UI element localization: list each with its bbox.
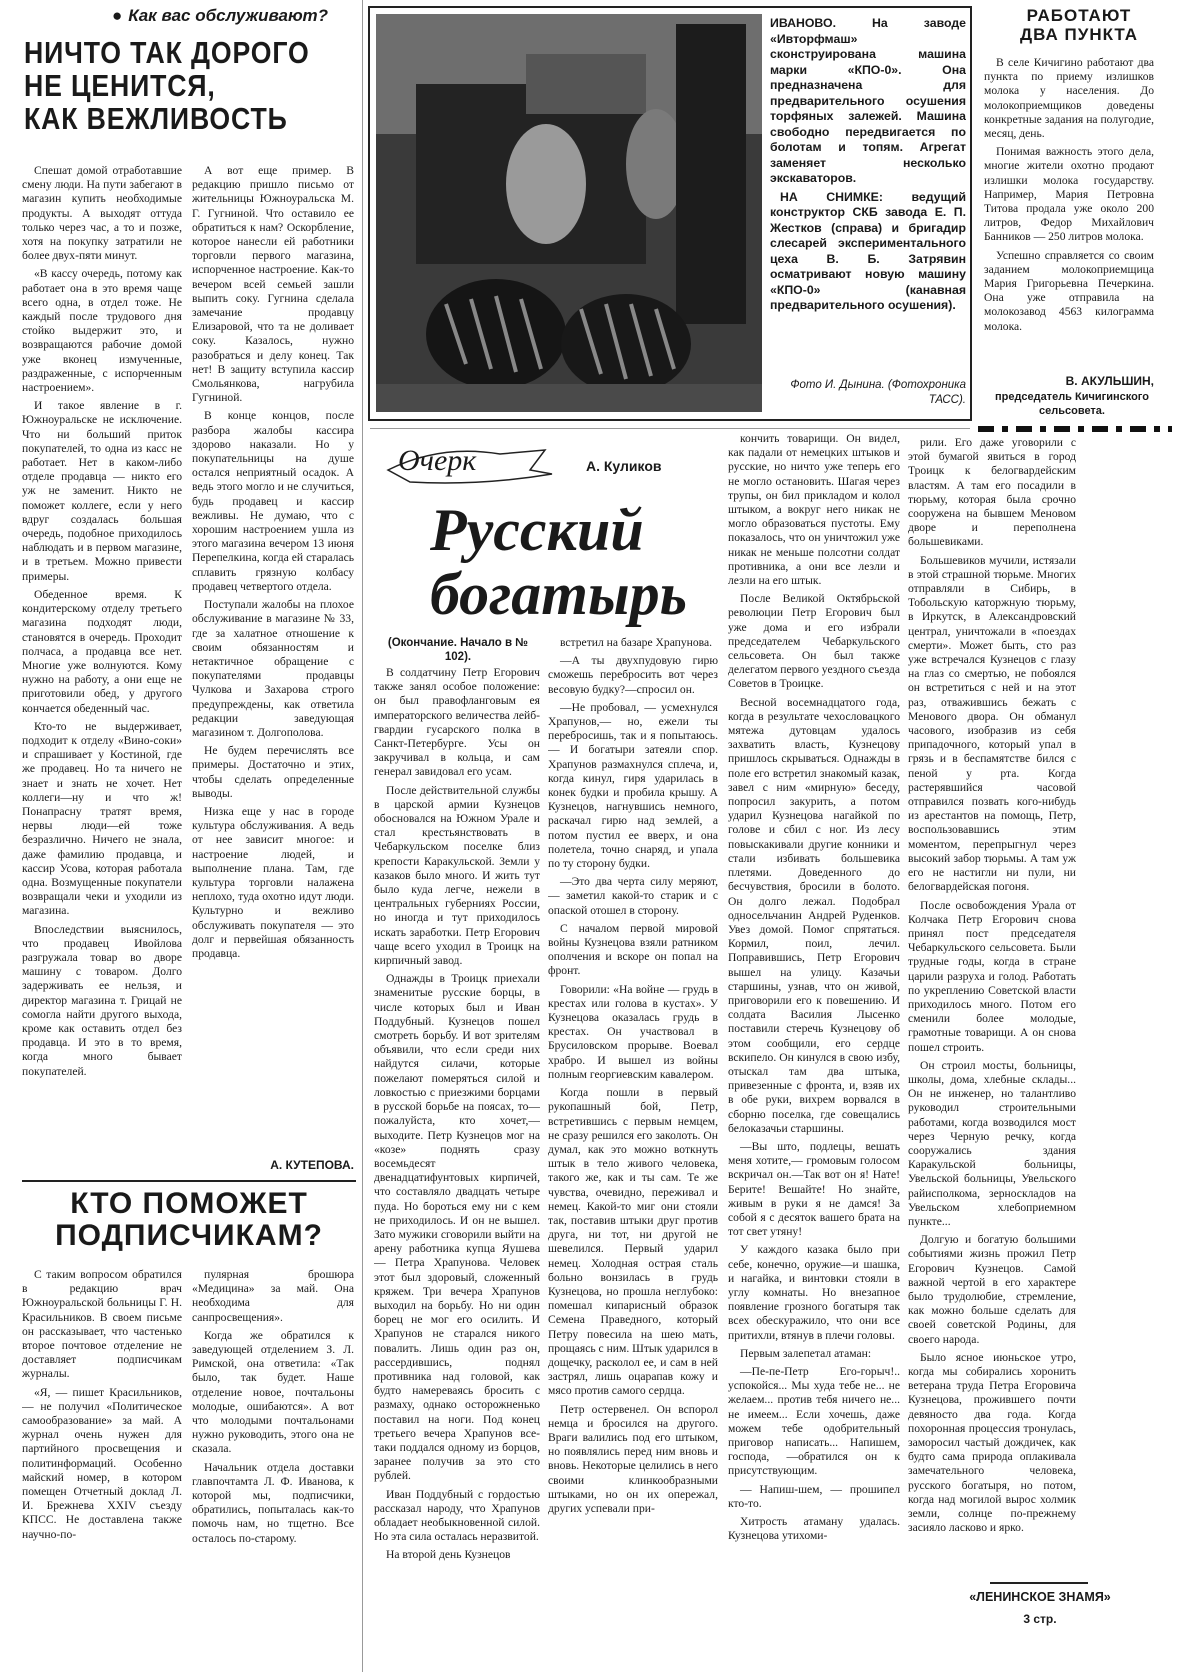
column-rule [362,0,363,1672]
headline-politeness: НИЧТО ТАК ДОРОГО НЕ ЦЕНИТСЯ, КАК ВЕЖЛИВОСТЬ [24,36,310,136]
paragraph: Низка еще у нас в городе культура обслуживания. А ведь от нее зависит многое: и настроение людей, и выполнение плана. Там, где культура торговли налажена неплохо, туда охотно идут люди. Культурно и вежливо обслуживать покупателя — это долг и первейшая обязанность продавца. [192,804,354,960]
article3-body [984,56,1154,374]
caption-text: НА СНИМКЕ: ведущий конструктор СКБ завода Е. П. Жестков (справа) и бригадир слесарей экспериментального цеха В. Б. Затрявин осматривают новую машину «КПО-0» (канавная предварительного осушения). [770,189,966,312]
caption-text: ИВАНОВО. На заводе «Ивторфмаш» сконструирована машина марки «КПО-0». Она предназначена для предварительного осушения торфяных залежей. Машина свободно передвигается по болотам и топям. Агрегат заменяет несколько экскаваторов. [770,16,966,185]
article2-col1 [22,1268,182,1668]
paragraph: —А ты двухпудовую гирю сможешь перебросить вот через весовую будку?—спросил он. [548,654,718,696]
paragraph: А вот еще пример. В редакцию пришло письмо от жительницы Южноуральска М. Г. Гугниной. Что оставило ее обратиться к нам? Оскорбление, которое нанесли ей работники торговли первого магазина, испорченное настроение. Как-то вечером всей семьей зашли выпить соку. Гугнина сделала замечание продавцу Елизаровой, что та не доливает соку. Казалось, нужно разобраться и делу конец. Так нет! В защиту вступила кассир Смольянкова, нагрубила Гугниной. [192,164,354,405]
article2-col2 [192,1268,354,1668]
paragraph: У каждого казака было при себе, конечно, оружие—и шашка, и нагайка, и винтовки стояли в углу комнаты. Но внезапное появление грозного богатыря так всех обескуражило, что они все притихли, втянув в плечи головы. [728,1243,900,1342]
paragraph: В конце концов, после разбора жалобы кассира здорово наказали. Но у покупательницы на душе остался неприятный осадок. А ведь этого могло и не случиться, будь продавец и кассир вежливы. Не думаю, что с хорошим настроением ушла из этого магазина вечером 13 июня Перепелкина, когда ей старалась сплавить грязную колбасу продавец четвертого отдела. [192,409,354,593]
rubric-text: Как вас обслуживают? [128,6,328,25]
divider [22,1180,356,1182]
source-newspaper: «ЛЕНИНСКОЕ ЗНАМЯ» [969,1590,1111,1604]
paragraph: рили. Его даже уговорили с этой бумагой явиться в город Троицк к белогвардейским властям. А там его посадили в тюрьму, которая была срочно сооружена на бывшем Меновом дворе и переполнена большевиками. [908,436,1076,549]
paragraph: После Великой Октябрьской революции Петр Егорович был уже дома и его избрали председателем Чебаркульского сельсовета. Он был также делегатом первого уездного съезда Советов в Троицке. [728,592,900,691]
paragraph: Иван Поддубный с гордостью рассказал народу, что Храпунов обладает необыкновенной силой. Но эта сила осталась неразвитой. [374,1487,540,1544]
paragraph: Первым залепетал атаман: [740,1346,872,1360]
paragraph: Не будем перечислять все примеры. Достаточно и этих, чтобы сделать определенные выводы. [192,744,354,800]
paragraph: Однажды в Троицк приехали знаменитые русские борцы, в числе которых был и Иван Поддубный. Кузнецов пошел смотреть борьбу. И вот зрителям объявили, что если среди них найдутся силачи, которые пожелают померяться силой и ловкостью с приезжими борцами в русской борьбе на поясах, то—пожалуйста, кто хочет,—выходите. Петр Кузнецов мог на «козе» поднять сразу восемьдесят двенадцатифунтовых кирпичей, что составляло двадцать четыре пуда. Но бороться ему ни с кем не приходилось. И он не вышел. Зато мужики сговорили выйти на арену работника купца Яушева — Петра Храпунова. Человек этот был здоровый, сложенный кряжем. Три вечера Храпунов выходил на борьбу. Но ни один борец не мог его осилить. И Храпунов не старался никого повалить. Лишь один раз он, рассердившись, поднял противника над головой, как будто намереваясь бросить с размаху, однако осторожненько поставил на ноги. Под конец третьего вечера Храпунов все-таки поддался одному из борцов, заранее получив за это сто рублей. [374,972,540,1483]
author: А. Куликов [586,458,662,474]
paragraph: Начальник отдела доставки главпочтамта Л. Ф. Иванова, к которой мы, подписчики, обратились, попыталась как-то помочь нам, но тщетно. Все осталось по-старому. [192,1460,354,1545]
paragraph: В солдатчину Петр Егорович также занял особое положение: он был правофланговым ея императорского величества лейб-гвардии гусарского полка в Санкт-Петербурге. Усы он закручивал в кольца, и сам генерал завидовал его усам. [374,666,540,779]
article4-col3 [728,432,900,1666]
paragraph: Хитрость атаману удалась. Кузнецова утихоми- [728,1515,900,1543]
paragraph: В селе Кичигино работают два пункта по приему излишков молока у населения. До молокоприемщиков доведены конкретные задания на полугодие, месяц, день. [984,56,1154,141]
ocherk-rubric [380,440,560,488]
bullet-icon: ● [112,6,123,25]
rubric [112,6,392,28]
article4-col1 [374,666,540,1666]
paragraph: Большевиков мучили, истязали в этой страшной тюрьме. Многих отправляли в Сибирь, в Тобольскую каторжную тюрьму, в Иркутск, в Александровский централ, уничтожали в «поездах смерти». Может быть, сто раз уже встречался Кузнецов с глазу на глаз со смертью, не побоялся он встретиться с ней и на этот раз, отважившись бежать с Менового двора. Он обманул часового, изобразив из себя припадочного, который упал в грязь и в беспамятстве бился с пеной у рта. Когда растерявшийся часовой отправился позвать кого-нибудь из арестантов на помощь, Петр, воспользовавшись этим моментом, перепрыгнул через высокий забор тюрьмы. А там уж его не настигли ни пули, ни белогвардейская погоня. [908,553,1076,894]
article1-col2 [192,164,354,1154]
paragraph: — Напиш-шем, — прошипел кто-то. [728,1482,900,1510]
paragraph: И такое явление в г. Южноуральске не исключение. Что ни больший приток покупателей, то одна из касс не работает. Нет в каком-либо отделе продавца — никто его уж не заменит. Никто не поможет коллеге, если у него вдруг создалась большая очередь, подобное приходилось наблюдать и в первом магазине, и в третьем. Можно привести примеры. [22,399,182,583]
paragraph: Долгую и богатую большими событиями жизнь прожил Петр Егорович Кузнецов. Самой важной чертой в его характере было трудолюбие, стремление, как можно больше сделать для своей советской Родины, для своего народа. [908,1233,1076,1346]
paragraph: С началом первой мировой войны Кузнецова взяли ратником ополчения и вскоре он попал на фронт. [548,921,718,978]
headline-two-points: РАБОТАЮТ ДВА ПУНКТА [1019,6,1138,44]
divider [990,1582,1088,1584]
paragraph: С таким вопросом обратился в редакцию врач Южноуральской больницы Г. Н. Красильников. В своем письме он рассказывает, что частенько второе почтовое отделение не доставляет подписчикам журналы. [22,1268,182,1381]
paragraph: Поступали жалобы на плохое обслуживание в магазине № 33, где за халатное отношение к своим обязанностям и нетактичное обращение с покупателями продавцы Чулкова и Захарова строго предупреждены, как ответила редакции заведующая магазином т. Долгополова. [192,598,354,739]
article3-signature: В. АКУЛЬШИН, [1065,374,1154,388]
photo-credit: Фото И. Дынина. (Фотохроника ТАСС). [790,379,966,406]
article3-signature-title: председатель Кичигинского сельсовета. [995,391,1149,417]
paragraph: «В кассу очередь, потому как работает она в это время чаще всего одна, в отдел тоже. Не каждый после трудового дня стойко выдержит это, и возвращаются рабочие домой уже вконец измученные, раздраженные, с испорченным настроением». [22,267,182,395]
paragraph: Впоследствии выяснилось, что продавец Ивойлова разгружала товар во дворе машину с товаром. Долго задерживать ее нельзя, и директор магазина т. Грицай не сомогла найти другого выхода, кроме как оставить отдел без продавца. И это в то время, когда много бывает покупателей. [22,922,182,1078]
paragraph: «Я, — пишет Красильников, — не получил «Политическое самообразование» за май. А журнал очень нужен для партийного просвещения и политинформаций. Особенно майский номер, в котором помещен Отчетный доклад Л. И. Брежнева XXIV съезду КПСС. Не доставлена также научно-по- [22,1385,182,1541]
paragraph: —Не пробовал, — усмехнулся Храпунов,— но, ежели ты перебросишь, так и я попытаюсь. — И богатыри затеяли спор. Храпунов размахнулся сплеча, и, когда кинул, гиря ударилась в конек будки и пробила крышу. А Кузнецов, нагнувшись немного, раскачал гирю над землей, а потом пустил ее вверх, и она полетела, точно снаряд, и упала по ту сторону будки. [548,700,718,871]
paragraph: Он строил мосты, больницы, школы, дома, хлебные склады... Он не инженер, но талантливо руководил строительными работами, когда возводился мост через Черную речку, когда сооружались здания Каракульской больницы, Увельской больницы, Увельского райисполкома, зерноскладов на Увельском хлебоприемном пункте... [908,1058,1076,1228]
paragraph: Весной восемнадцатого года, когда в результате чехословацкого мятежа дутовцам удалось захватить власть, Кузнецову пришлось скрываться. Однажды в поле его встретил знакомый казак, завел с ним «мирную» беседу, попросил закурить, а потом ударил Кузнецова нагайкой по голове и сбил с ног. Из лесу повыскакивали другие конники и стали избивать большевика плетями. Доведенного до бесчувствия, бросили в болото. Он долго лежал. Подобрал односельчанин Андрей Руденков. Увез домой. Помог спрятаться. Кормил, поил, лечил. Поправившись, Петр Егорович вышел на улицу. Казачьи старшины, узнав, что он живой, приговорили его к повешению. И солдата Василия Лысенко поставили стеречь Кузнецову об этом сообщили, его сердце вскипело. Он кинулся в свою избу, отыскал там два штыка, привезенные с фронта, и, взяв их в обе руки, вихрем ворвался в сборню поселка, где совещались белоказачьи старшины. [728,695,900,1135]
paragraph: После освобождения Урала от Колчака Петр Егорович снова принял пост председателя Чебаркульского сельсовета. Были трудные годы, когда в стране царили разруха и голод. Работать по укреплению Советской власти приходилось много. Потом его сменили более молодые, грамотные товарищи. А он снова пошел строить. [908,898,1076,1054]
paragraph: На второй день Кузнецов [386,1548,511,1562]
page-number: 3 стр. [1023,1612,1057,1626]
machine-photo [376,14,762,412]
separator-dashes [978,426,1172,432]
paragraph: —Вы што, подлецы, вешать меня хотите,— громовым голосом вскричал он.—Так вот он я! Нате! Берите! Вешайте! Но знайте, живым в руки я не дамся! За собой я с десяток вашего брата на тот свет утяну! [728,1139,900,1239]
article4-col2 [548,636,718,1666]
divider [370,428,970,429]
paragraph: После действительной службы в царской армии Кузнецов обосновался на Южном Урале и стал крестьянствовать в Чебаркульском поселке близ крепости Каракульской. Земли у казаков было много. И жить тут было куда легче, нежели в центральных губерниях России, но иногда и тут приходилось искать заработки. Петр Егорович чаще всего уходил в Троицк на кирпичный завод. [374,783,540,968]
paragraph: кончить товарищи. Он видел, как падали от немецких штыков и русские, но ничто уже теперь его не могло остановить. Шагая через трупы, он бил прикладом и колол штыком, а вокруг него никак не могло образоваться пустоты. Ему показалось, что он уничтожил уже никак не меньше полсотни солдат противника, а они все лезли и лезли на его штык. [728,432,900,588]
paragraph: Обеденное время. К кондитерскому отделу третьего магазина подходят люди, становятся в очередь. Проходит полчаса, а продавца все нет. Многие уже волнуются. Кому нужно на работу, а они еще не приготовили обед, у другого кончается обеденный час. [22,587,182,715]
paragraph: Спешат домой отработавшие смену люди. На пути забегают в магазин купить необходимые продукты. А выходят оттуда только через час, а то и позже, хотя на покупку затратили не более двух-пяти минут. [22,164,182,263]
ocherk-label: Очерк [398,444,477,477]
photo-image [376,14,762,412]
continuation-note: (Окончание. Начало в № 102). [387,637,529,663]
headline-subscribers: КТО ПОМОЖЕТ ПОДПИСЧИКАМ? [55,1188,323,1252]
article1-col1 [22,164,182,1169]
paragraph: —Пе-пе-Петр Его-горыч!.. успокойся... Мы худа тебе не... не желаем... против тебя ничего не... не имеем... Если хочешь, даже можем тебе одобрительный приговор написать... Напишем, господа, —обратился он к присутствующим. [728,1365,900,1478]
paragraph: Говорили: «На войне — грудь в крестах или голова в кустах». У Кузнецова оказалась грудь в крестах. Он участвовал в Брусиловском прорыве. Воевал храбро. И вышел из войны полным георгиевским кавалером. [548,982,718,1081]
paragraph: пулярная брошюра «Медицина» за май. Она необходима для санпросвещения». [192,1268,354,1324]
paragraph: Понимая важность этого дела, многие жители охотно продают излишки молока государству. Например, Мария Петровна Титова продала уже около 200 литров, Федор Михайлович Банников — 250 литров молока. [984,145,1154,244]
paragraph: Успешно справляется со своим заданием молокоприемщица Мария Григорьевна Печеркина. Она уже отправила на молокозавод 4563 килограмма молока. [984,248,1154,333]
photo-caption [770,16,966,376]
paragraph: Когда пошли в первый рукопашный бой, Петр, встретившись с первым немцем, не сразу решился его заколоть. Он думал, как это можно воткнуть штык в тело живого человека, такого же, как и ты сам. Те же чувства, очевидно, переживал и немец. Какой-то миг они стояли так, поставив штыки друг против друга, ни тот, ни другой не шевелился. Первый ударил немец. Холодная острая сталь больно вонзилась в грудь Кузнецова, но прошла неглубоко: помешал кипарисный образок Семена Праведного, который Петру повесила на шею мать, прощаясь с ним. Штык ударился в дощечку, расколол ее, и сам в ней застрял, лишь оцарапав кожу и мясо против самого сердца. [548,1086,718,1398]
paragraph: Когда же обратился к заведующей отделением З. Л. Римской, она ответила: «Так было, так будет. Наше отделение новое, почтальоны молодые, ошибаются». А вот что молодыми почтальонами нужно руководить, этого она не сказала. [192,1328,354,1456]
paragraph: Было ясное июньское утро, когда мы собирались хоронить ветерана труда Петра Егоровича Кузнецова, прожившего почти девяносто два года. Когда похоронная процессия тронулась, заморосил частый дождичек, как будто сама природа оплакивала замечательного человека, русского богатыря, но потом, когда над могилой вырос холмик земли, солнце по-прежнему засияло ласково и ярко. [908,1350,1076,1535]
paragraph: Кто-то не выдерживает, подходит к отделу «Вино-соки» и спрашивает у Костиной, где же продавец. Но та ничего не знает и знать не хочет. Нет коллеги—ну и что ж! Понапрасну тратят время, нервы люди—ей тоже безразлично. Ничего не знала, даже фамилию продавца, и кассир Усова, которая работала одна. Возмущенные покупатели возвращали чеки и уходили из магазина. [22,719,182,918]
paragraph: —Это два черта силу меряют, — заметил какой-то старик и с опаской отошел в сторону. [548,875,718,917]
paragraph: встретил на базаре Храпунова. [560,636,713,649]
article1-signature: А. КУТЕПОВА. [270,1158,354,1172]
article4-col4 [908,436,1076,1574]
essay-title: Русский богатырь [430,498,688,627]
paragraph: Петр остервенел. Он вспорол немца и бросился на другого. Враги валились под его штыком, но появлялись перед ним вновь и вновь. Некоторые целились в него своими клинкообразными штыками, но он их опережал, других успевали при- [548,1402,718,1515]
